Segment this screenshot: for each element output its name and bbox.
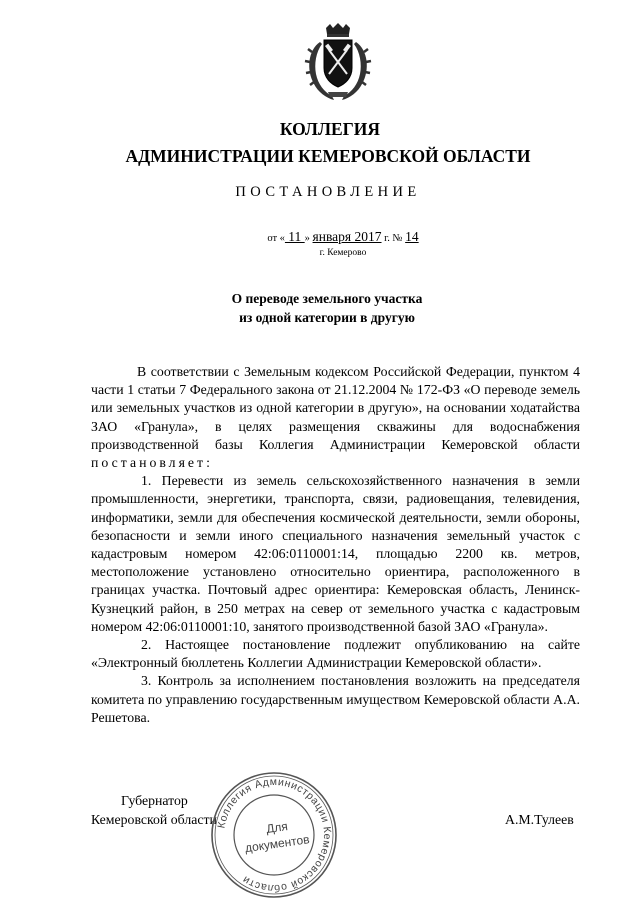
document-city: г. Кемерово bbox=[319, 248, 367, 258]
signatory-region: Кемеровской области bbox=[91, 812, 217, 827]
subject-line1: О переводе земельного участка bbox=[231, 291, 423, 306]
document-body bbox=[91, 363, 580, 727]
document-type: ПОСТАНОВЛЕНИЕ bbox=[235, 184, 421, 200]
date-quote: » bbox=[304, 233, 313, 244]
document-date-number bbox=[228, 229, 458, 247]
document-number: 14 bbox=[405, 229, 419, 244]
official-seal-stamp bbox=[208, 770, 340, 900]
signatory-name: А.М.Тулеев bbox=[505, 812, 574, 827]
resolution-item-1: 1. Перевести из земель сельскохозяйственного назначения в земли промышленности, энергетики, транспорта, связи, радиовещания, телевидения, информатики, земли для обеспечения космической деятельности, земли обороны, безопасности и земли иного специального назначения земельный участок с кадастровым номером 42:06:0110001:14, площадью 2200 кв. метров, местоположение установлено относительно ориентира, расположенного в границах участка. Почтовый адрес ориентира: Кемеровская область, Ленинск-Кузнецкий район, в 250 метрах на север от земельного участка с кадастровым номером 42:06:0110001:10, занятого производственной базой ЗАО «Гранула». bbox=[91, 473, 580, 634]
svg-text:документов: документов bbox=[244, 832, 311, 856]
coat-of-arms-icon bbox=[302, 22, 374, 104]
signatory-title: Губернатор bbox=[121, 793, 188, 808]
organization-name-line2: АДМИНИСТРАЦИИ КЕМЕРОВСКОЙ ОБЛАСТИ bbox=[125, 146, 531, 166]
date-prefix: от « bbox=[267, 233, 285, 244]
document-subject bbox=[0, 289, 640, 327]
date-month-year: января 2017 bbox=[312, 229, 382, 244]
preamble-text: В соответствии с Земельным кодексом Российской Федерации, пунктом 4 части 1 статьи 7 Федерального закона от 21.12.2004 № 172-ФЗ «О переводе земель или земельных участков из одной категории в другую», на основании ходатайства ЗАО «Гранула», в целях размещения скважины для водоснабжения производственной базы Коллегия Администрации Кемеровской области bbox=[91, 364, 580, 452]
organization-name-line1: КОЛЛЕГИЯ bbox=[279, 119, 381, 139]
number-prefix: г. № bbox=[381, 233, 406, 244]
svg-text:Коллегия Администрации Кемеров: Коллегия Администрации Кемеровской области bbox=[215, 775, 334, 895]
resolves-word: постановляет: bbox=[91, 455, 213, 471]
resolution-item-2: 2. Настоящее постановление подлежит опубликованию на сайте «Электронный бюллетень Коллегии Администрации Кемеровской области». bbox=[91, 637, 580, 671]
resolution-item-3: 3. Контроль за исполнением постановления возложить на председателя комитета по управлению государственным имуществом Кемеровской области А.А. Решетова. bbox=[91, 673, 580, 725]
subject-line2: из одной категории в другую bbox=[239, 310, 415, 325]
date-day: 11 bbox=[284, 229, 305, 244]
preamble-paragraph bbox=[91, 363, 580, 472]
svg-text:Для: Для bbox=[265, 819, 289, 836]
